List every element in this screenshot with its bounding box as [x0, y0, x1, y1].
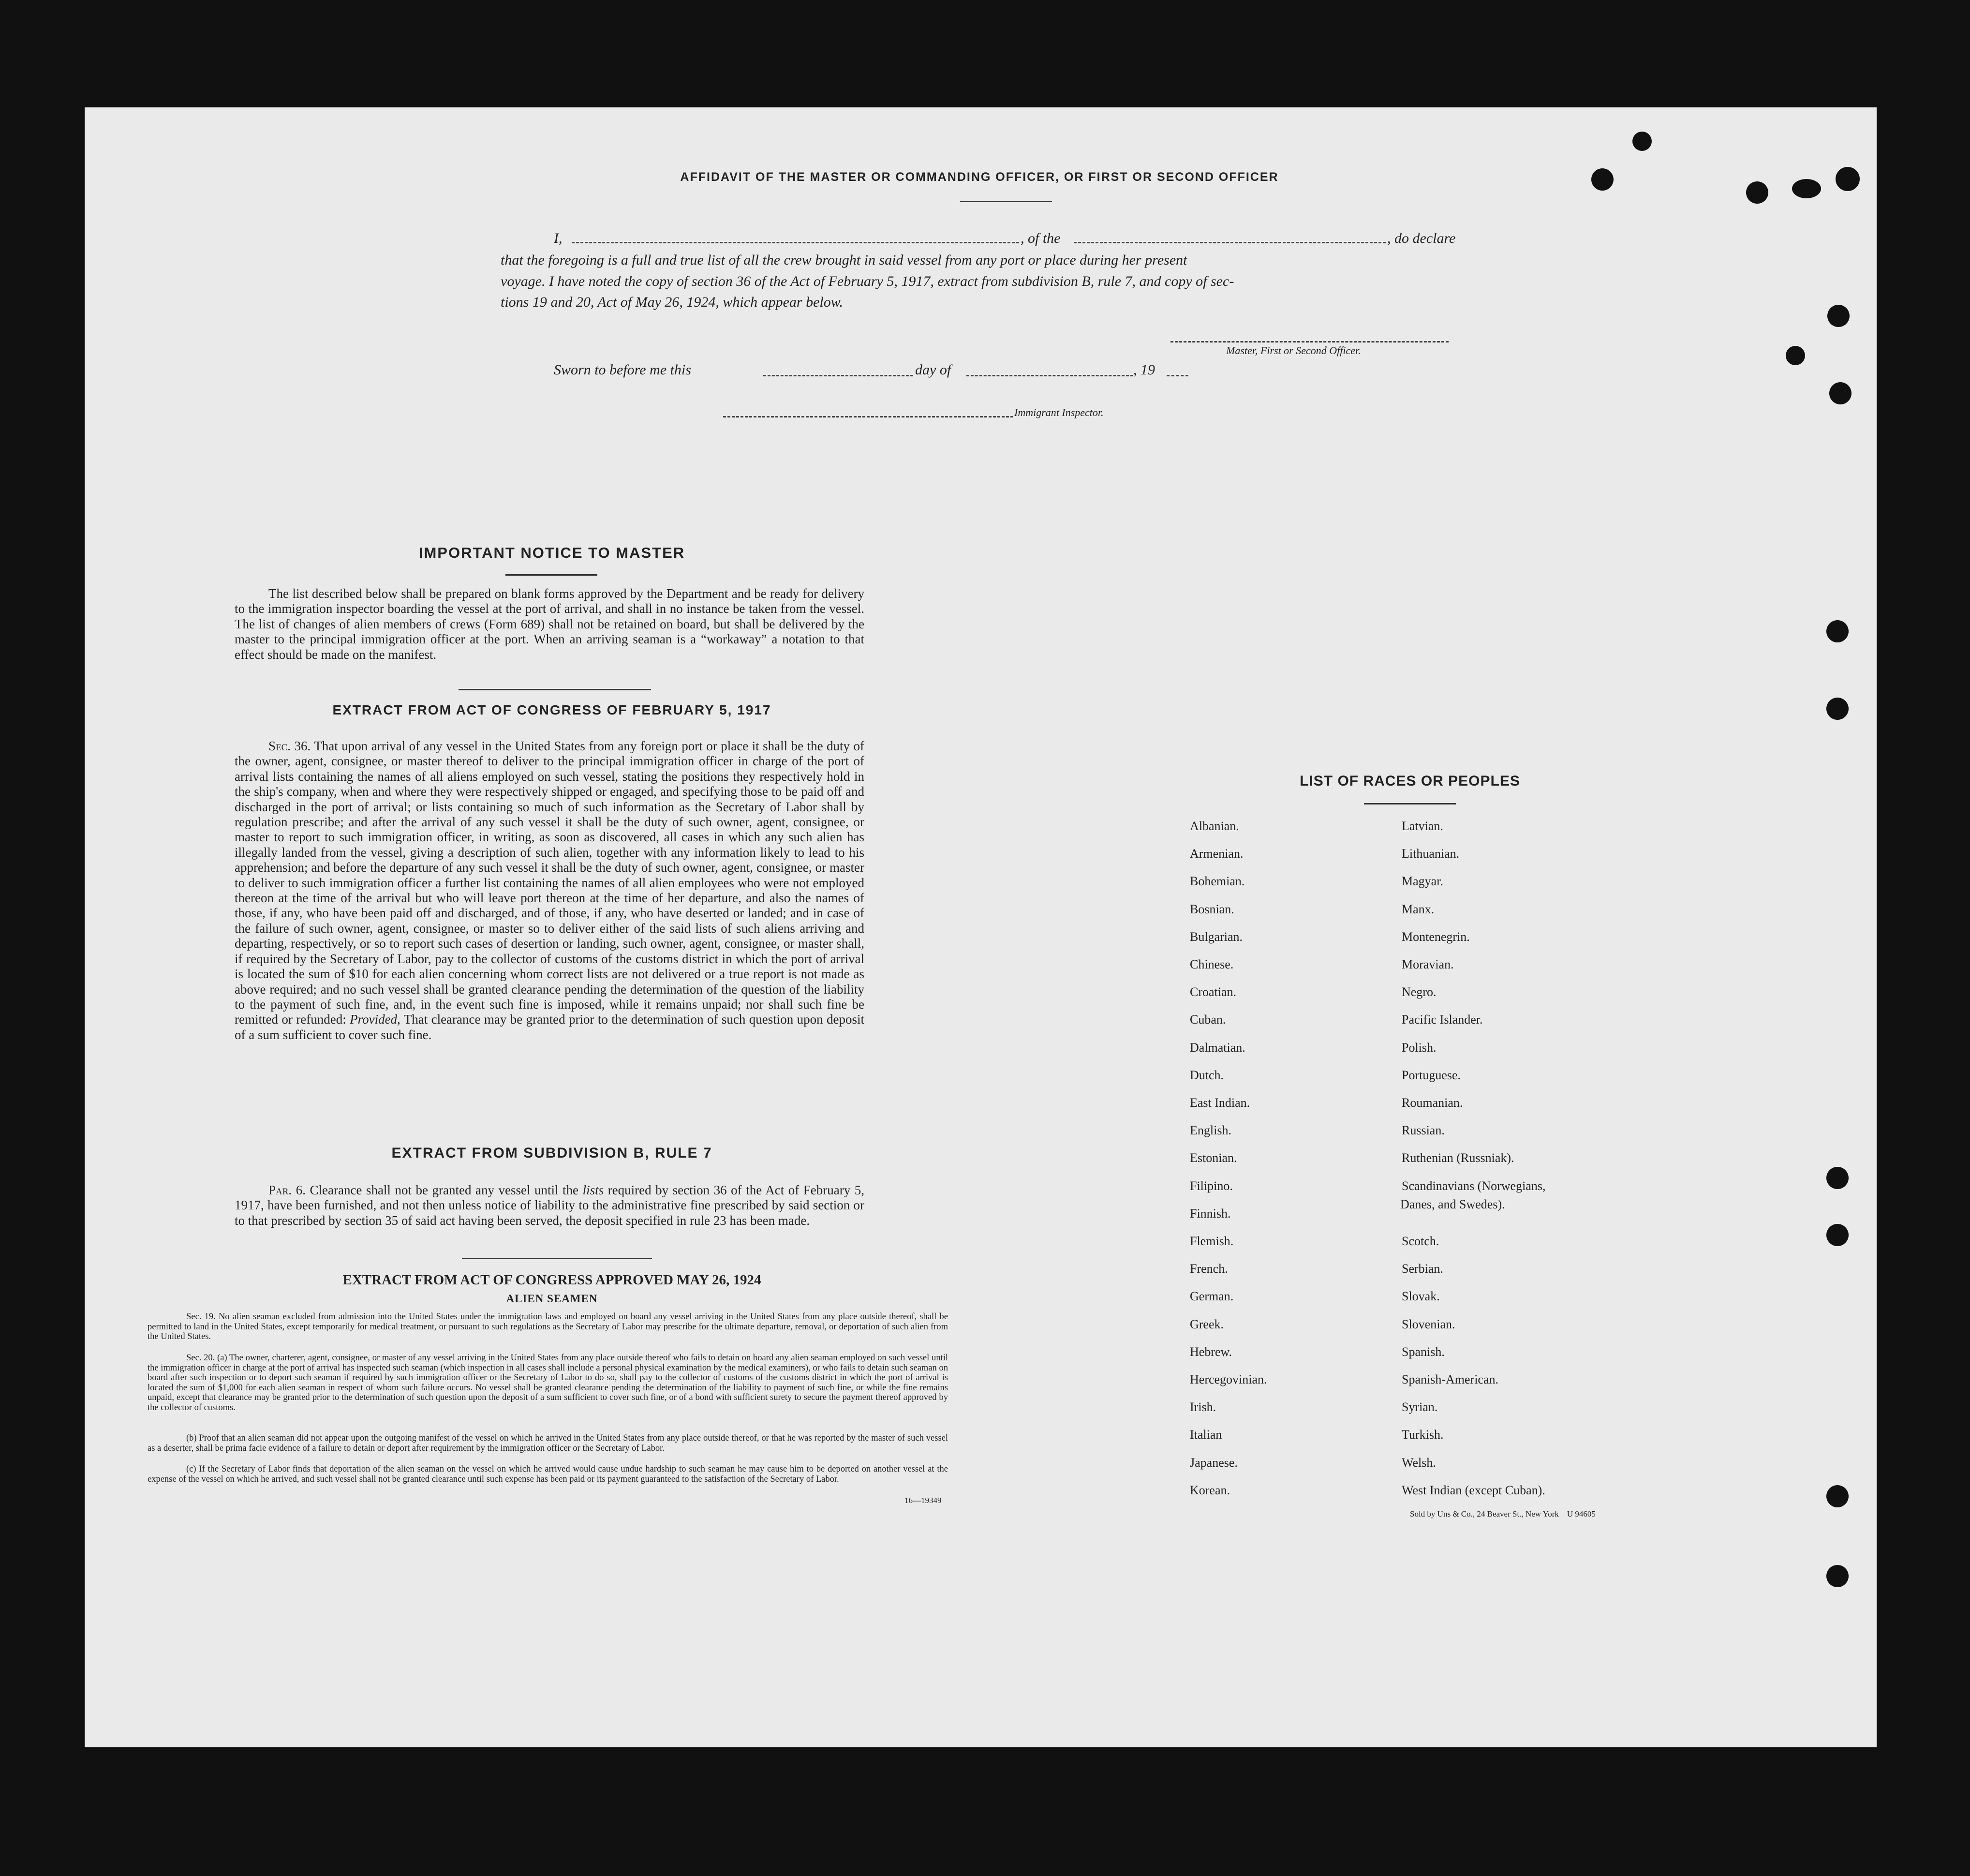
- punch-hole: [1836, 167, 1860, 191]
- race-item: Filipino.: [1190, 1178, 1233, 1193]
- divider: [960, 201, 1052, 202]
- punch-hole: [1746, 181, 1768, 204]
- sworn-day-field[interactable]: [763, 375, 913, 376]
- sworn-year-label: , 19: [1133, 362, 1155, 378]
- race-item: Estonian.: [1190, 1151, 1237, 1165]
- race-item: Ruthenian (Russniak).: [1402, 1151, 1514, 1165]
- affidavit-text-line: voyage. I have noted the copy of section 36 of the Act of February 5, 1917, extract from subdivision B, rule 7, and copy of sec-: [501, 273, 1234, 289]
- divider: [462, 1258, 652, 1259]
- race-item: Latvian.: [1402, 819, 1443, 833]
- section-19-text: Sec. 19. No alien seaman excluded from admission into the United States under the immigration laws and employed on board any vessel arriving in the United States from any place outside thereof, shall be permitted to land in the United States, except temporarily for medical treatment, or pursuant to such regulations as the Secretary of Labor may prescribe for the ultimate departure, removal, or deportation of such alien from the United States.: [148, 1312, 948, 1342]
- extract-1924-title: EXTRACT FROM ACT OF CONGRESS APPROVED MAY 26, 1924: [342, 1272, 761, 1288]
- race-item: Negro.: [1402, 985, 1437, 999]
- proviso-word: Provided,: [350, 1012, 400, 1027]
- punch-hole: [1826, 1167, 1849, 1189]
- race-item: Finnish.: [1190, 1206, 1231, 1221]
- par-6-text: [235, 1183, 864, 1228]
- race-item: Croatian.: [1190, 985, 1237, 999]
- punch-hole: [1632, 132, 1652, 151]
- rule7-title: EXTRACT FROM SUBDIVISION B, RULE 7: [391, 1145, 712, 1161]
- affidavit-declarant-label: I,: [554, 230, 563, 246]
- race-item-continuation: Danes, and Swedes).: [1400, 1197, 1505, 1211]
- race-item: Russian.: [1402, 1123, 1445, 1138]
- race-item: Montenegrin.: [1402, 929, 1470, 944]
- punch-hole: [1826, 1224, 1849, 1246]
- affidavit-declare-text: , do declare: [1387, 230, 1456, 246]
- affidavit-title: AFFIDAVIT OF THE MASTER OR COMMANDING OFFICER, OR FIRST OR SECOND OFFICER: [680, 170, 1279, 184]
- race-item: Portuguese.: [1402, 1068, 1461, 1082]
- section-20b-text: (b) Proof that an alien seaman did not appear upon the outgoing manifest of the vessel on which he arrived in the United States from any place outside thereof, or that he was reported by the master of such vessel as a deserter, shall be prima facie evidence of a failure to detain or deport after requirement by the immigration officer or the Secretary of Labor.: [148, 1433, 948, 1453]
- races-title: LIST OF RACES OR PEOPLES: [1300, 773, 1520, 789]
- race-item: Italian: [1190, 1428, 1222, 1442]
- punch-hole: [1591, 168, 1614, 191]
- inspector-signature-field[interactable]: [723, 416, 1013, 417]
- master-signature-field[interactable]: [1170, 341, 1449, 342]
- master-signature-label: Master, First or Second Officer.: [1226, 344, 1361, 357]
- race-item: Welsh.: [1402, 1455, 1436, 1470]
- race-item: Hercegovinian.: [1190, 1372, 1267, 1386]
- sworn-year-field[interactable]: [1167, 375, 1188, 376]
- race-item: Syrian.: [1402, 1400, 1438, 1414]
- section-body-end: That clearance may be granted prior to the determination of such question upon deposit of a sum sufficient to cover such fine.: [235, 1012, 864, 1042]
- declarant-name-field[interactable]: [572, 242, 1019, 243]
- race-item: Slovenian.: [1402, 1317, 1455, 1331]
- extract-1917-title: EXTRACT FROM ACT OF CONGRESS OF FEBRUARY 5, 1917: [332, 702, 771, 717]
- sworn-day-of-label: day of: [915, 362, 951, 378]
- alien-seamen-subtitle: ALIEN SEAMEN: [506, 1293, 598, 1305]
- race-item: English.: [1190, 1123, 1231, 1138]
- race-item: Flemish.: [1190, 1234, 1234, 1248]
- race-item: Serbian.: [1402, 1262, 1443, 1276]
- race-item: Chinese.: [1190, 957, 1234, 971]
- divider: [505, 574, 597, 576]
- section-body: That upon arrival of any vessel in the United States from any foreign port or place it shall be the duty of the owner, agent, consignee, or master thereof to deliver to the principal immigration officer in charge of the port of arrival lists containing the names of all aliens employed on such vessel, stating the positions they respectively hold in the ship's company, when and where they were respectively shipped or engaged, and specifying those to be paid off and discharged in the port of arrival; or lists containing so much of such information as the Secretary of Labor shall by regulation prescribe; and after the arrival of any such vessel it shall be the duty of such owner, agent, consignee, or master to report to such immigration officer, in writing, as soon as discovered, all cases in which any such alien has illegally landed from the vessel, giving a description of such alien, together with any information likely to lead to his apprehension; and before the departure of any such vessel it shall be the duty of such owner, agent, consignee, or master to deliver to such immigration officer a further list containing the names of all alien employees who were not employed thereon at the time of the arrival but who will leave port thereon at the time of her departure, and also the names of those, if any, who have been paid off and discharged, and of those, if any, who have deserted or landed; and in case of the failure of such owner, agent, consignee, or master so to deliver either of the said lists of such aliens arriving and departing, respectively, or so to report such cases of desertion or landing, such owner, agent, consignee, or master shall, if required by the Secretary of Labor, pay to the collector of customs of the customs district in which the port of arrival is located the sum of $10 for each alien concerning whom correct lists are not delivered or a true report is not made as above required; and no such vessel shall be granted clearance pending the determination of the question of the liability to the payment of such fine, and, in the event such fine is imposed, while it remains unpaid; nor shall such fine be remitted or refunded:: [235, 739, 864, 1027]
- race-item: Roumanian.: [1402, 1096, 1463, 1110]
- race-item: Slovak.: [1402, 1289, 1440, 1304]
- race-item: French.: [1190, 1262, 1228, 1276]
- par-body-end: required by section 36 of the Act of February 5, 1917, have been furnished, and not then unless notice of liability to the administrative fine prescribed by said section or to that prescribed by section 35 of said act having been served, the deposit specified in rule 23 has been made.: [235, 1183, 865, 1228]
- race-item: Irish.: [1190, 1400, 1216, 1414]
- race-item: Korean.: [1190, 1483, 1230, 1497]
- section-20c-text: (c) If the Secretary of Labor finds that deportation of the alien seaman on the vessel on which he arrived would cause undue hardship to such seaman he may cause him to be deported on another vessel at the expense of the vessel on which he arrived, and such vessel shall not be granted clearance until such expense has been paid or its payment guaranteed to the satisfaction of the Secretary of Labor.: [148, 1464, 948, 1484]
- race-item: Bohemian.: [1190, 874, 1245, 889]
- sworn-text: Sworn to before me this: [554, 362, 691, 378]
- section-20a-text: Sec. 20. (a) The owner, charterer, agent, consignee, or master of any vessel arriving in the United States from any place outside thereof who fails to detain on board any alien seaman employed on such vessel until the immigration officer in charge at the port of arrival has inspected such seaman (which inspection in all cases shall include a personal physical examination by the medical examiners), or who fails to detain such seaman on board after such inspection or to deport such seaman if required by such immigration officer or the Secretary of Labor to do so, shall pay to the collector of customs of the customs district in which the port of arrival is located the sum of $1,000 for each alien seaman in respect of whom such failure occurs. No vessel shall be granted clearance pending the determination of the liability to payment of such fine, or while the fine remains unpaid, except that clearance may be granted prior to the determination of such question upon the deposit of a sum sufficient to cover such fine, or of a bond with sufficient surety to secure the payment thereof approved by the collector of customs.: [148, 1353, 948, 1413]
- form-number: 16—19349: [904, 1496, 942, 1505]
- race-item: Dutch.: [1190, 1068, 1224, 1082]
- race-item: East Indian.: [1190, 1096, 1250, 1110]
- race-item: Moravian.: [1402, 957, 1454, 971]
- notice-text: The list described below shall be prepared on blank forms approved by the Department and be ready for delivery to the immigration inspector boarding the vessel at the port of arrival, and shall in no instance be taken from the vessel. The list of changes of alien members of crews (Form 689) shall not be retained on board, but shall be delivered by the master to the principal immigration officer at the port. When an arriving seaman is a “workaway” a notation to that effect should be made on the manifest.: [235, 586, 864, 662]
- affidavit-text-line: that the foregoing is a full and true list of all the crew brought in said vessel from any port or place during her present: [501, 252, 1187, 268]
- race-item: Scandinavians (Norwegians,: [1402, 1178, 1546, 1193]
- punch-hole: [1826, 1565, 1849, 1587]
- race-item: German.: [1190, 1289, 1234, 1304]
- par-body: Clearance shall not be granted any vessel until the: [310, 1183, 579, 1197]
- section-label: Sec. 36.: [268, 739, 311, 753]
- par-label: Par. 6.: [268, 1183, 306, 1197]
- race-item: Armenian.: [1190, 847, 1244, 861]
- affidavit-text-line: tions 19 and 20, Act of May 26, 1924, which appear below.: [501, 294, 844, 310]
- section-36-text: [235, 739, 864, 1042]
- punch-hole: [1829, 382, 1852, 404]
- punch-hole: [1792, 179, 1821, 198]
- race-item: Hebrew.: [1190, 1344, 1232, 1359]
- race-item: Magyar.: [1402, 874, 1443, 889]
- race-item: Dalmatian.: [1190, 1040, 1245, 1055]
- race-item: Pacific Islander.: [1402, 1012, 1483, 1027]
- divider: [1364, 803, 1456, 804]
- punch-hole: [1827, 305, 1850, 327]
- race-item: Spanish-American.: [1402, 1372, 1499, 1386]
- punch-hole: [1786, 346, 1805, 365]
- race-item: Albanian.: [1190, 819, 1239, 833]
- punch-hole: [1826, 1485, 1849, 1507]
- race-item: Bulgarian.: [1190, 929, 1243, 944]
- race-item: Greek.: [1190, 1317, 1224, 1331]
- punch-hole: [1826, 698, 1849, 720]
- affidavit-vessel-label: , of the: [1021, 230, 1061, 246]
- race-item: Turkish.: [1402, 1428, 1444, 1442]
- punch-hole: [1826, 620, 1849, 642]
- printer-imprint: Sold by Uns & Co., 24 Beaver St., New York U 94605: [1410, 1509, 1596, 1519]
- race-item: Manx.: [1402, 902, 1435, 916]
- inspector-signature-label: Immigrant Inspector.: [1014, 406, 1104, 418]
- race-item: Cuban.: [1190, 1012, 1226, 1027]
- race-item: Japanese.: [1190, 1455, 1238, 1470]
- vessel-name-field[interactable]: [1074, 242, 1386, 243]
- race-item: Bosnian.: [1190, 902, 1234, 916]
- race-item: Polish.: [1402, 1040, 1437, 1055]
- race-item: Lithuanian.: [1402, 847, 1460, 861]
- race-item: Spanish.: [1402, 1344, 1445, 1359]
- sworn-month-field[interactable]: [966, 375, 1133, 376]
- lists-word: lists: [582, 1183, 604, 1197]
- notice-title: IMPORTANT NOTICE TO MASTER: [418, 544, 685, 561]
- race-item: Scotch.: [1402, 1234, 1439, 1248]
- divider: [459, 689, 651, 690]
- race-item: West Indian (except Cuban).: [1402, 1483, 1545, 1497]
